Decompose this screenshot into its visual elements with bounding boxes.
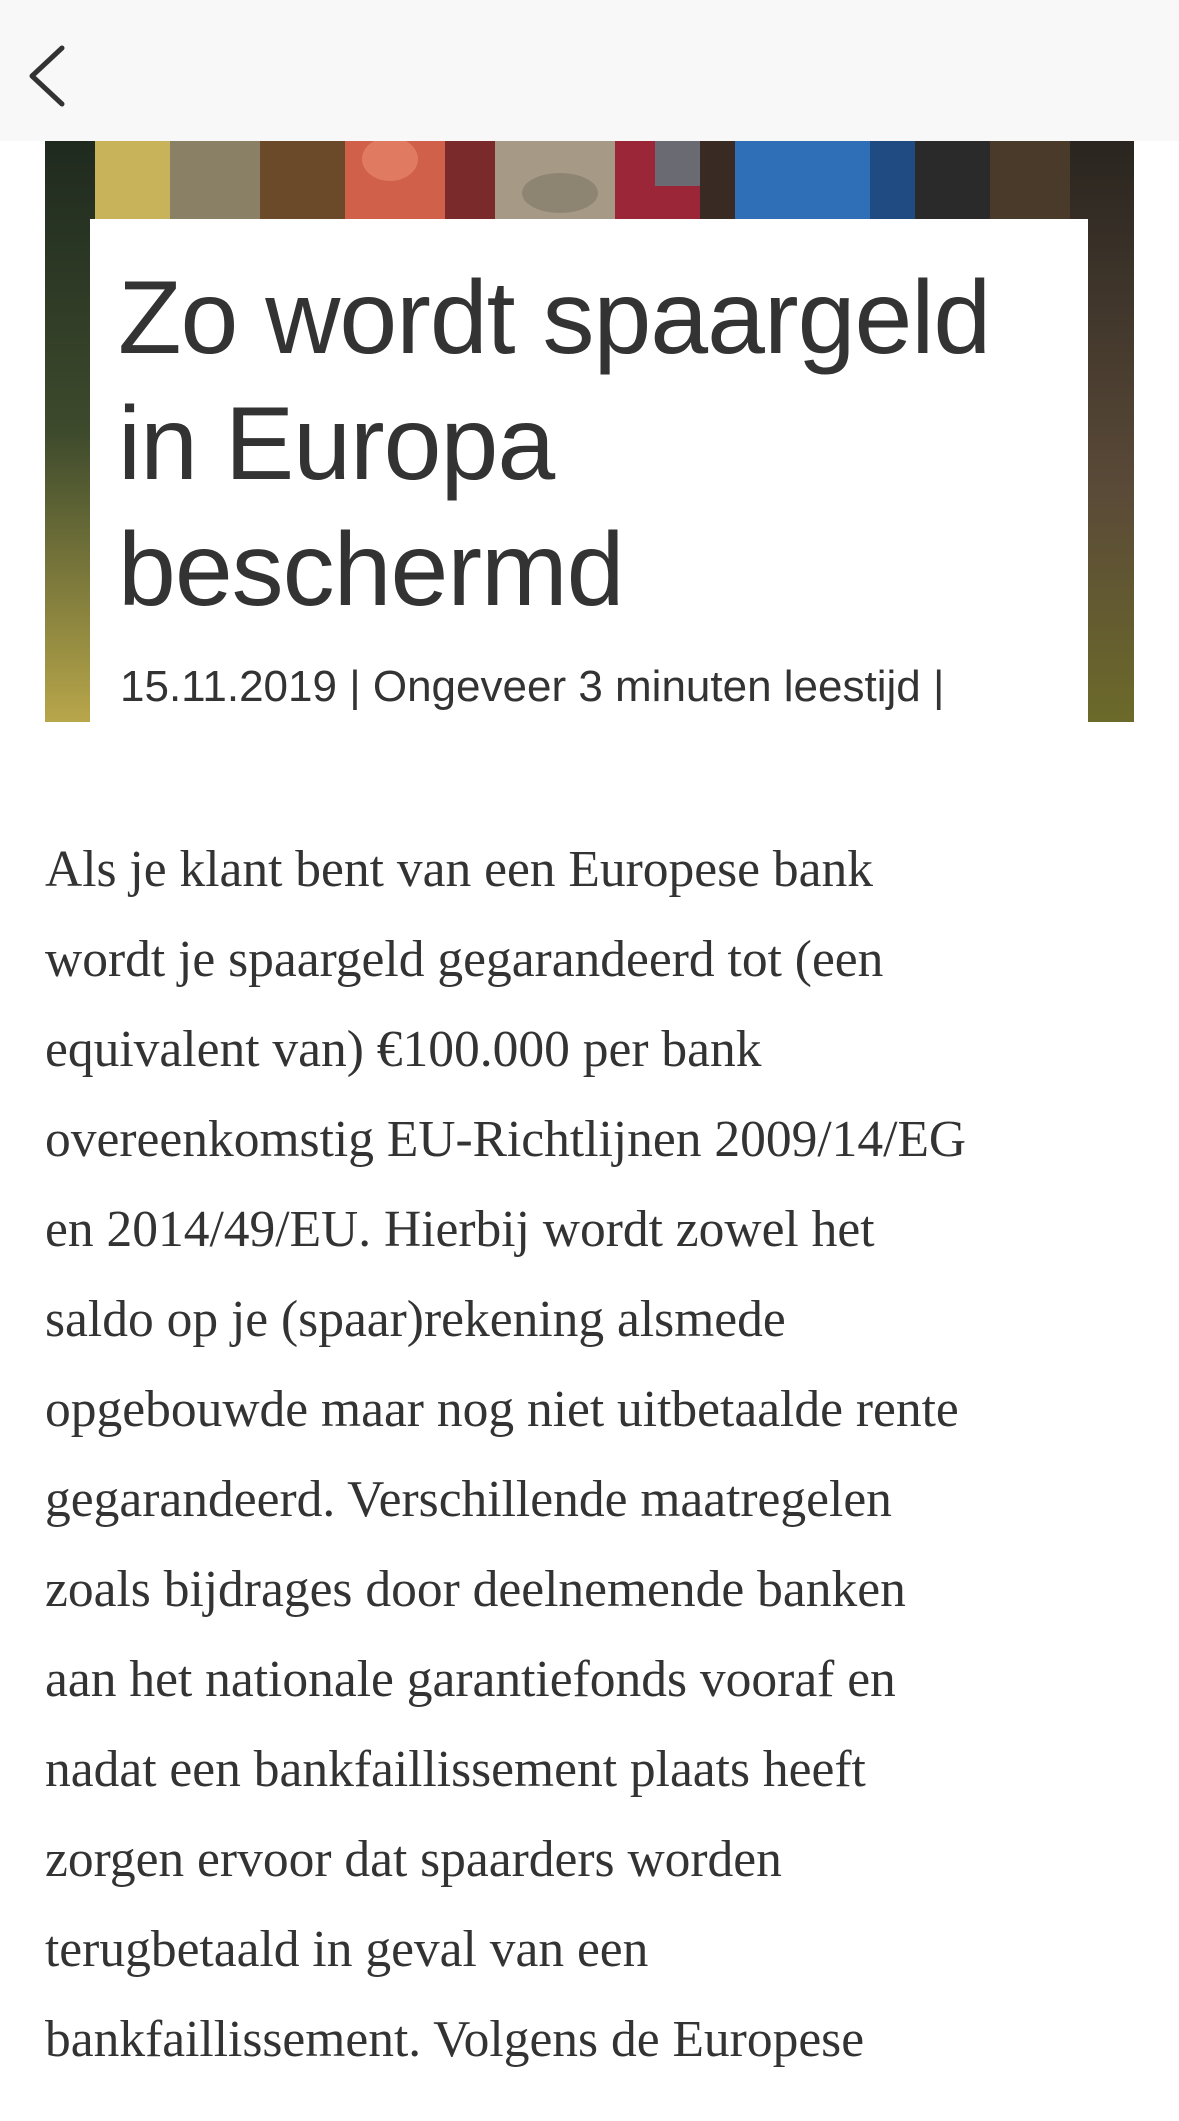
article-header-card xyxy=(90,219,1088,722)
body-line: overeenkomstig EU-Richtlijnen 2009/14/EG xyxy=(45,1111,967,1168)
chevron-left-icon xyxy=(18,36,82,116)
body-line: nadat een bankfaillissement plaats heeft xyxy=(45,1741,866,1798)
body-line: equivalent van) €100.000 per bank xyxy=(45,1021,762,1078)
body-line: zoals bijdrages door deelnemende banken xyxy=(45,1561,906,1618)
body-line: Als je klant bent van een Europese bank xyxy=(45,841,874,898)
article-title: Zo wordt spaargeld in Europa beschermd xyxy=(118,260,991,628)
body-line: opgebouwde maar nog niet uitbetaalde rente xyxy=(45,1381,959,1438)
back-button[interactable] xyxy=(18,36,82,116)
top-navigation-bar xyxy=(0,0,1179,141)
body-line: terugbetaald in geval van een xyxy=(45,1921,649,1978)
body-line: bankfaillissement. Volgens de Europese xyxy=(45,2011,865,2068)
body-line: en 2014/49/EU. Hierbij wordt zowel het xyxy=(45,1201,875,1258)
article-date: 15.11.2019 xyxy=(120,662,337,711)
body-line: aan het nationale garantiefonds vooraf en xyxy=(45,1651,896,1708)
body-line: wordt je spaargeld gegarandeerd tot (een xyxy=(45,931,884,988)
article-body xyxy=(45,825,1145,2085)
meta-separator: | xyxy=(349,662,361,711)
body-line: saldo op je (spaar)rekening alsmede xyxy=(45,1291,786,1348)
article-meta xyxy=(120,659,944,715)
meta-separator-trailing: | xyxy=(932,662,945,711)
reading-time: Ongeveer 3 minuten leestijd xyxy=(372,662,921,711)
body-line: gegarandeerd. Verschillende maatregelen xyxy=(45,1471,892,1528)
body-line: zorgen ervoor dat spaarders worden xyxy=(45,1831,782,1888)
